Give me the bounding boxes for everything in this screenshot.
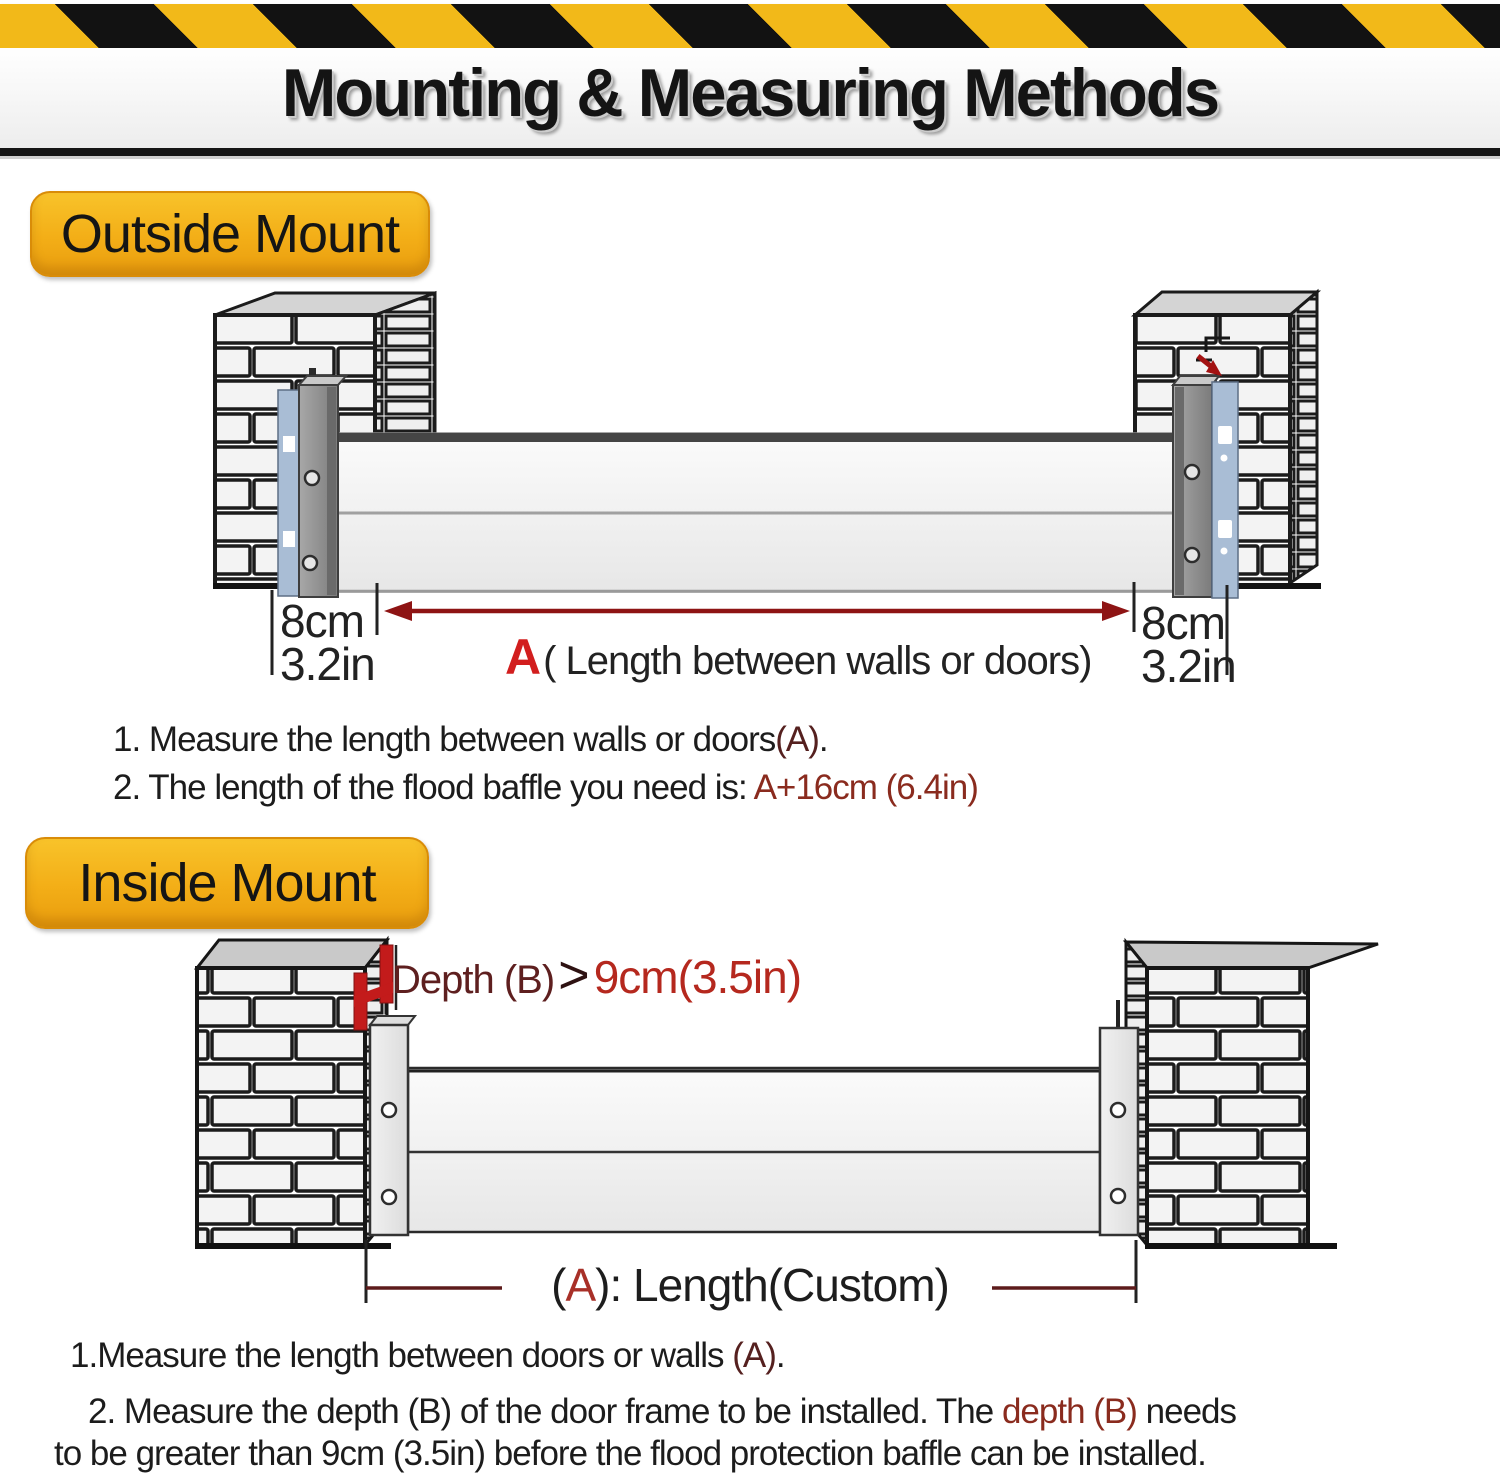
depth-label: Depth (B) > 9cm(3.5in) bbox=[392, 945, 802, 1005]
length-a-symbol: A bbox=[505, 629, 542, 685]
length-arrow bbox=[384, 601, 1130, 621]
screw-hole bbox=[1111, 1103, 1125, 1117]
screw-hole bbox=[1111, 1189, 1125, 1203]
length-custom-label: ( A ): Length(Custom) bbox=[551, 1259, 949, 1311]
dim-right-in: 3.2in bbox=[1141, 640, 1236, 692]
page-title: Mounting & Measuring Methods bbox=[281, 55, 1219, 131]
flood-barrier-panels bbox=[408, 1068, 1100, 1232]
inside-step-2: 2. Measure the depth (B) of the door frame to be installed. The depth (B) needs bbox=[88, 1392, 1237, 1431]
mounting-bracket-right bbox=[1100, 1000, 1138, 1235]
screw-hole bbox=[382, 1103, 396, 1117]
dim-right-cm: 8cm bbox=[1141, 597, 1225, 649]
brick-pillar-right bbox=[1126, 942, 1378, 1249]
inside-step-2-continued: to be greater than 9cm (3.5in) before the flood protection baffle can be installed. bbox=[54, 1434, 1206, 1473]
mounting-bracket-left bbox=[370, 1016, 415, 1235]
outside-step-1: 1. Measure the length between walls or doors(A). bbox=[113, 720, 828, 759]
mounting-bracket-right bbox=[1173, 356, 1238, 598]
screw-hole bbox=[305, 471, 319, 485]
screw-hole bbox=[303, 556, 317, 570]
inside-mount-badge: Inside Mount bbox=[25, 837, 429, 929]
screw-hole bbox=[1185, 465, 1199, 479]
sealing-strip bbox=[1212, 382, 1238, 598]
header-divider bbox=[0, 148, 1500, 156]
header-divider-light bbox=[0, 156, 1500, 159]
length-between-walls-label: A ( Length between walls or doors) bbox=[505, 629, 1092, 685]
dim-left-cm: 8cm bbox=[280, 595, 364, 647]
sealing-strip bbox=[278, 390, 299, 596]
greater-than-symbol: > bbox=[558, 945, 590, 1005]
caution-tape bbox=[0, 4, 1500, 48]
flood-barrier-panels bbox=[333, 433, 1178, 592]
inside-step-1: 1.Measure the length between doors or walls (A). bbox=[70, 1336, 785, 1375]
screw-hole bbox=[1185, 548, 1199, 562]
mounting-bracket-left bbox=[278, 368, 346, 597]
length-a-symbol: A bbox=[565, 1259, 596, 1311]
dim-left-in: 3.2in bbox=[280, 638, 375, 690]
screw-hole bbox=[382, 1190, 396, 1204]
outside-step-2: 2. The length of the flood baffle you need is: A+16cm (6.4in) bbox=[113, 768, 978, 807]
outside-mount-badge: Outside Mount bbox=[30, 191, 430, 277]
